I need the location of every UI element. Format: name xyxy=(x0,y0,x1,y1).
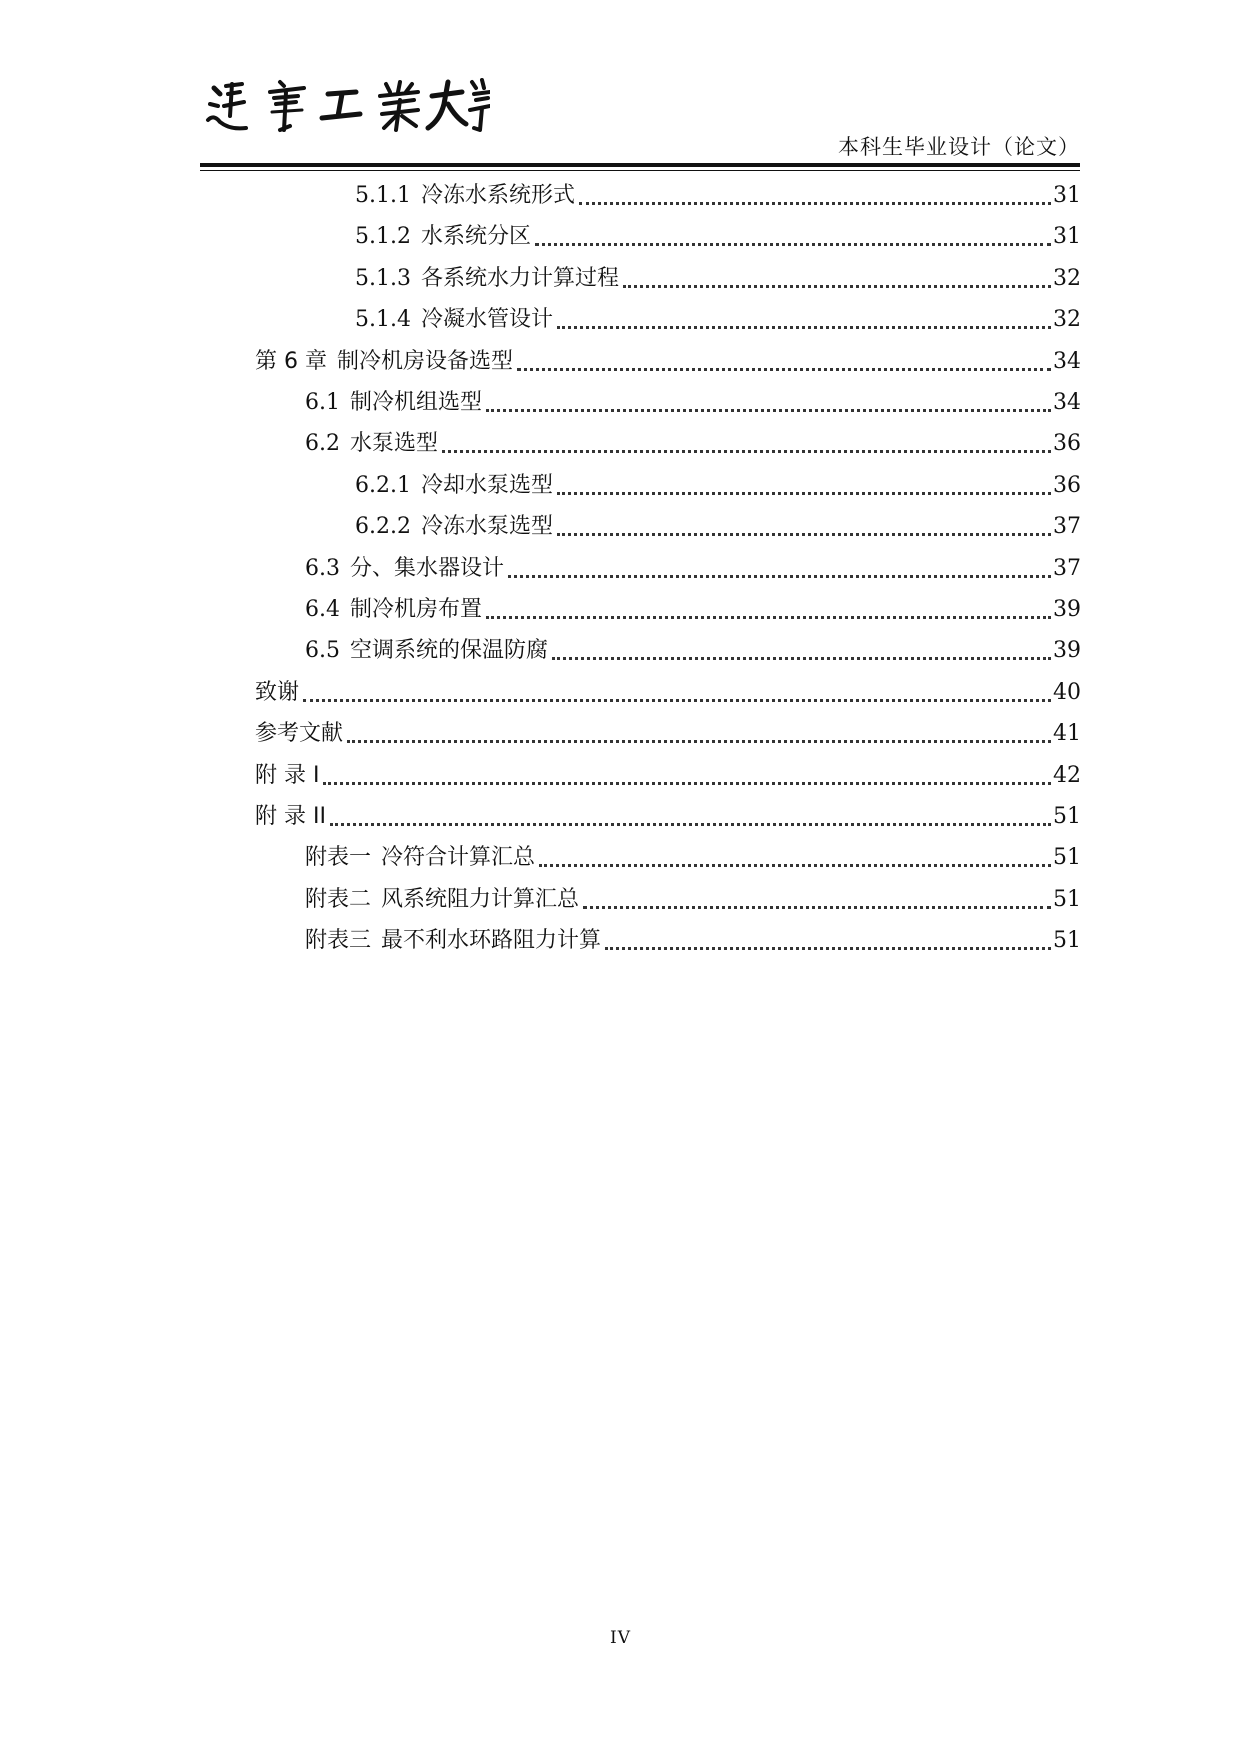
toc-entry[interactable] xyxy=(255,756,1081,796)
toc-entry-page: 51 xyxy=(1053,928,1081,954)
toc-entry[interactable] xyxy=(355,176,1081,216)
toc-entry-number: 6.3 xyxy=(305,555,340,581)
toc-entry[interactable] xyxy=(355,300,1081,340)
toc-entry-page: 37 xyxy=(1053,555,1081,581)
toc-entry[interactable] xyxy=(355,259,1081,299)
toc-entry[interactable] xyxy=(255,342,1081,382)
toc-entry-page: 37 xyxy=(1053,514,1081,540)
toc-entry-title: 水系统分区 xyxy=(420,224,531,250)
toc-entry-title: 各系统水力计算过程 xyxy=(420,265,619,291)
toc-entry-title: 水泵选型 xyxy=(350,431,439,457)
toc-entry-page: 51 xyxy=(1053,845,1081,871)
toc-entry-number: 5.1.3 xyxy=(355,265,411,291)
toc-entry-number: 5.1.4 xyxy=(355,307,411,333)
toc-entry-title: 附 录 II xyxy=(255,804,326,829)
toc-entry[interactable] xyxy=(305,590,1081,630)
toc-entry-title: 风系统阻力计算汇总 xyxy=(381,886,580,912)
toc-leader-dots xyxy=(330,823,1051,826)
university-logo xyxy=(200,70,490,140)
toc-leader-dots xyxy=(517,368,1051,371)
toc-entry-title: 冷却水泵选型 xyxy=(420,472,553,498)
toc-entry-number: 附表三 xyxy=(305,928,372,954)
toc-entry-title: 参考文献 xyxy=(255,721,344,747)
toc-entry-page: 40 xyxy=(1053,679,1081,705)
toc-entry[interactable] xyxy=(305,838,1081,878)
toc-entry[interactable] xyxy=(355,217,1081,257)
page-header xyxy=(200,70,1080,170)
toc-entry-title: 最不利水环路阻力计算 xyxy=(381,928,602,954)
toc-entry-title: 冷符合计算汇总 xyxy=(381,845,536,871)
toc-entry-page: 34 xyxy=(1053,390,1081,415)
toc-entry-title: 附 录 I xyxy=(255,762,320,788)
toc-entry[interactable] xyxy=(305,880,1081,920)
toc-entry[interactable] xyxy=(355,507,1081,547)
toc-leader-dots xyxy=(535,243,1051,246)
toc-entry-title: 冷冻水泵选型 xyxy=(420,514,553,540)
toc-leader-dots xyxy=(557,326,1051,329)
toc-entry[interactable] xyxy=(305,383,1081,423)
toc-entry-title: 制冷机房设备选型 xyxy=(336,348,513,374)
header-rule-thick xyxy=(200,163,1080,167)
toc-entry[interactable] xyxy=(305,424,1081,464)
toc-leader-dots xyxy=(508,575,1051,578)
toc-entry-number: 5.1.2 xyxy=(355,224,411,250)
toc-entry-title: 冷冻水系统形式 xyxy=(420,183,575,208)
toc-entry-number: 6.5 xyxy=(305,638,340,664)
toc-entry-number: 6.2 xyxy=(305,431,340,457)
toc-leader-dots xyxy=(605,947,1051,950)
toc-entry-page: 41 xyxy=(1053,721,1081,747)
toc-entry-page: 36 xyxy=(1053,431,1081,457)
toc-entry[interactable] xyxy=(255,673,1081,713)
toc-entry-number: 6.4 xyxy=(305,597,340,622)
toc-leader-dots xyxy=(579,202,1051,205)
toc-entry[interactable] xyxy=(305,921,1081,961)
toc-entry-title: 冷凝水管设计 xyxy=(420,307,553,333)
page-number: IV xyxy=(610,1628,631,1648)
toc-entry[interactable] xyxy=(255,714,1081,754)
toc-entry-number: 6.1 xyxy=(305,390,340,415)
header-subtitle: 本科生毕业设计（论文） xyxy=(838,135,1080,159)
toc-entry-page: 51 xyxy=(1053,804,1081,829)
toc-leader-dots xyxy=(486,409,1051,412)
header-rule-thin xyxy=(200,170,1080,171)
toc-entry-page: 32 xyxy=(1053,265,1081,291)
toc-leader-dots xyxy=(303,699,1051,702)
toc-entry-page: 31 xyxy=(1053,224,1081,250)
toc-entry-number: 5.1.1 xyxy=(355,183,411,208)
toc-leader-dots xyxy=(552,657,1051,660)
toc-entry-number: 6.2.1 xyxy=(355,472,411,498)
toc-leader-dots xyxy=(557,533,1051,536)
toc-entry-title: 制冷机房布置 xyxy=(350,597,483,622)
toc-entry-page: 39 xyxy=(1053,638,1081,664)
toc-entry[interactable] xyxy=(355,466,1081,506)
toc-entry-page: 39 xyxy=(1053,597,1081,622)
toc-entry-number: 附表一 xyxy=(305,845,372,871)
toc-entry-title: 空调系统的保温防腐 xyxy=(350,638,549,664)
toc-leader-dots xyxy=(347,740,1051,743)
toc-entry-page: 32 xyxy=(1053,307,1081,333)
toc-entry-number: 第 6 章 xyxy=(255,348,327,374)
toc-entry-title: 分、集水器设计 xyxy=(350,555,505,581)
toc-entry[interactable] xyxy=(305,631,1081,671)
toc-entry-number: 6.2.2 xyxy=(355,514,411,540)
toc-entry-number: 附表二 xyxy=(305,886,372,912)
toc-leader-dots xyxy=(539,864,1051,867)
toc-leader-dots xyxy=(323,782,1051,785)
toc-leader-dots xyxy=(583,906,1051,909)
toc-entry-page: 42 xyxy=(1053,762,1081,788)
toc-leader-dots xyxy=(442,450,1051,453)
toc-entry-page: 34 xyxy=(1053,348,1081,374)
toc-entry-page: 36 xyxy=(1053,472,1081,498)
toc-leader-dots xyxy=(557,492,1051,495)
toc-entry[interactable] xyxy=(255,797,1081,837)
toc-entry-title: 致谢 xyxy=(255,679,300,705)
toc-leader-dots xyxy=(486,616,1051,619)
toc-entry-page: 51 xyxy=(1053,886,1081,912)
toc-entry[interactable] xyxy=(305,549,1081,589)
toc-entry-page: 31 xyxy=(1053,183,1081,208)
toc-entry-title: 制冷机组选型 xyxy=(350,390,483,415)
toc-leader-dots xyxy=(623,285,1051,288)
